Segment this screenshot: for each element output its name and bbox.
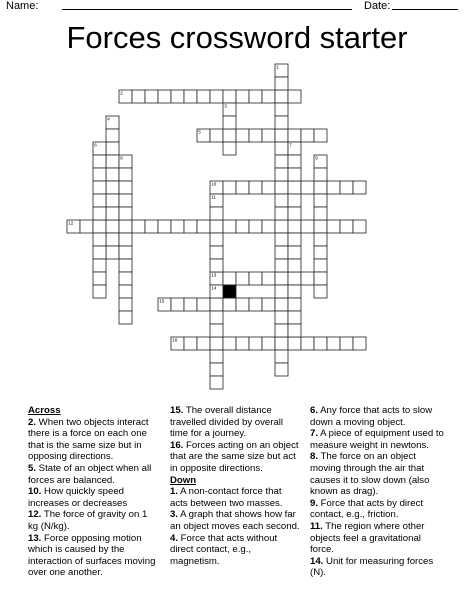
clue-number: 5. <box>28 462 37 474</box>
cell-number: 13 <box>211 272 217 278</box>
grid-cell[interactable] <box>314 129 327 142</box>
cell-number: 6 <box>94 142 97 148</box>
grid-cell[interactable] <box>262 181 275 194</box>
clue-16 <box>170 440 300 475</box>
grid-cell[interactable] <box>158 90 171 103</box>
grid-cell[interactable] <box>327 220 340 233</box>
date-field[interactable] <box>392 9 458 10</box>
clue-7 <box>310 428 446 451</box>
grid-cell[interactable] <box>119 181 132 194</box>
grid-cell[interactable] <box>197 298 210 311</box>
clue-number: 11. <box>310 520 323 532</box>
grid-cell[interactable] <box>275 246 288 259</box>
grid-cell[interactable] <box>210 207 223 220</box>
grid-cell[interactable] <box>223 90 236 103</box>
grid-cell[interactable] <box>288 337 301 350</box>
clue-text: Force that acts by direct contact, e.g., friction. <box>310 497 424 521</box>
grid-cell[interactable] <box>93 259 106 272</box>
clue-number: 13. <box>28 532 42 544</box>
grid-cell[interactable] <box>314 246 327 259</box>
grid-cell[interactable] <box>314 207 327 220</box>
grid-cell[interactable] <box>223 129 236 142</box>
clue-3 <box>170 509 300 532</box>
clue-number: 10. <box>28 486 42 498</box>
cell-number: 4 <box>107 116 110 122</box>
cell-number: 2 <box>120 90 123 96</box>
grid-cell[interactable] <box>223 298 236 311</box>
date-label: Date: <box>364 0 391 12</box>
grid-cell[interactable] <box>106 181 119 194</box>
grid-cell[interactable] <box>249 129 262 142</box>
grid-cell[interactable] <box>119 246 132 259</box>
grid-cell[interactable] <box>288 194 301 207</box>
grid-cell[interactable] <box>262 90 275 103</box>
grid-cell[interactable] <box>93 233 106 246</box>
clue-text: The force on an object moving through the air that causes it to slow down (also known as drag). <box>310 451 430 498</box>
grid-cell[interactable] <box>249 90 262 103</box>
grid-cell[interactable] <box>236 220 249 233</box>
grid-cell[interactable] <box>210 298 223 311</box>
grid-cell[interactable] <box>288 90 301 103</box>
grid-cell[interactable] <box>353 220 366 233</box>
grid-cell[interactable] <box>275 77 288 90</box>
clue-number: 1. <box>170 486 179 498</box>
grid-cell[interactable] <box>275 324 288 337</box>
down-heading: Down <box>170 474 197 486</box>
grid-cell[interactable] <box>93 207 106 220</box>
grid-cell[interactable] <box>106 246 119 259</box>
grid-cell[interactable] <box>145 220 158 233</box>
grid-cell[interactable] <box>275 285 288 298</box>
clue-5 <box>28 463 160 486</box>
clue-number: 8. <box>310 451 319 463</box>
grid-cell[interactable] <box>145 90 158 103</box>
cell-number: 16 <box>172 337 178 343</box>
clue-15 <box>170 405 300 440</box>
grid-cell[interactable] <box>288 246 301 259</box>
clue-text: Force that acts without direct contact, e.g., magnetism. <box>170 532 278 567</box>
grid-cell[interactable] <box>275 155 288 168</box>
cell-number: 7 <box>289 142 292 148</box>
grid-cell[interactable] <box>301 337 314 350</box>
grid-cell[interactable] <box>93 168 106 181</box>
grid-cell[interactable] <box>327 181 340 194</box>
clue-text: A non-contact force that acts between two masses. <box>170 486 283 509</box>
grid-cell[interactable] <box>119 298 132 311</box>
grid-cell[interactable] <box>197 90 210 103</box>
grid-cell[interactable] <box>93 181 106 194</box>
down-clue-list <box>170 486 300 567</box>
grid-cell[interactable] <box>249 337 262 350</box>
grid-cell[interactable] <box>119 233 132 246</box>
clue-text: Force opposing motion which is caused by the interaction of surfaces moving over one another. <box>28 532 156 579</box>
grid-cell[interactable] <box>93 155 106 168</box>
grid-cell[interactable] <box>210 363 223 376</box>
clues-column-1 <box>28 405 160 579</box>
clue-14 <box>310 556 446 579</box>
grid-cell[interactable] <box>236 181 249 194</box>
grid-cell[interactable] <box>210 376 223 389</box>
grid-cell[interactable] <box>210 350 223 363</box>
grid-cell[interactable] <box>275 350 288 363</box>
grid-cell[interactable] <box>236 337 249 350</box>
clue-9 <box>310 498 446 521</box>
grid-cell[interactable] <box>314 168 327 181</box>
grid-cell[interactable] <box>184 298 197 311</box>
grid-cell[interactable] <box>314 181 327 194</box>
grid-cell[interactable] <box>106 194 119 207</box>
grid-cell[interactable] <box>353 337 366 350</box>
grid-cell[interactable] <box>353 181 366 194</box>
grid-cell[interactable] <box>184 220 197 233</box>
grid-cell[interactable] <box>132 220 145 233</box>
grid-cell[interactable] <box>288 168 301 181</box>
grid-cell[interactable] <box>132 90 145 103</box>
across-clue-list <box>28 417 160 579</box>
grid-cell[interactable] <box>210 311 223 324</box>
grid-cell[interactable] <box>314 285 327 298</box>
grid-cell[interactable] <box>106 129 119 142</box>
name-label: Name: <box>6 0 39 12</box>
cell-number: 8 <box>120 155 123 161</box>
cell-number: 3 <box>224 103 227 109</box>
grid-cell[interactable] <box>210 337 223 350</box>
grid-cell[interactable] <box>301 129 314 142</box>
grid-cell[interactable] <box>119 259 132 272</box>
grid-cell[interactable] <box>236 129 249 142</box>
grid-cell[interactable] <box>119 168 132 181</box>
grid-cell[interactable] <box>262 272 275 285</box>
clue-text: State of an object when all forces are balanced. <box>28 462 152 486</box>
grid-cell[interactable] <box>80 220 93 233</box>
grid-cell[interactable] <box>340 181 353 194</box>
grid-cell[interactable] <box>288 311 301 324</box>
grid-cell[interactable] <box>184 90 197 103</box>
grid-cell[interactable] <box>210 233 223 246</box>
cell-number: 5 <box>198 129 201 135</box>
clues-column-2 <box>170 405 300 567</box>
grid-cell[interactable] <box>275 129 288 142</box>
clue-text: The force of gravity on 1 kg (N/kg). <box>28 509 148 532</box>
grid-cell[interactable] <box>119 220 132 233</box>
clue-number: 16. <box>170 439 184 451</box>
grid-cell[interactable] <box>197 337 210 350</box>
grid-cell[interactable] <box>171 298 184 311</box>
grid-cell[interactable] <box>93 285 106 298</box>
grid-cell[interactable] <box>119 207 132 220</box>
grid-cell[interactable] <box>275 207 288 220</box>
clue-number: 15. <box>170 405 184 416</box>
clue-text: The region where other objects feel a gravitational force. <box>310 520 425 556</box>
grid-cell[interactable] <box>275 181 288 194</box>
across-clue-list-cont <box>170 405 300 475</box>
grid-cell[interactable] <box>236 272 249 285</box>
grid-cell[interactable] <box>210 259 223 272</box>
grid-cell[interactable] <box>275 194 288 207</box>
grid-cell[interactable] <box>223 220 236 233</box>
grid-cell[interactable] <box>314 220 327 233</box>
grid-cell[interactable] <box>184 337 197 350</box>
clue-2 <box>28 417 160 463</box>
grid-cell[interactable] <box>119 285 132 298</box>
grid-cell[interactable] <box>275 233 288 246</box>
clue-11 <box>310 521 446 556</box>
clues-column-3 <box>310 405 446 579</box>
cell-number: 1 <box>276 64 279 70</box>
clue-text: How quickly speed increases or decreases <box>28 486 128 509</box>
clue-12 <box>28 509 160 532</box>
grid-cell[interactable] <box>262 129 275 142</box>
grid-cell[interactable] <box>288 298 301 311</box>
cell-number: 10 <box>211 181 217 187</box>
grid-cell[interactable] <box>275 142 288 155</box>
grid-cell[interactable] <box>210 220 223 233</box>
grid-cell[interactable] <box>275 363 288 376</box>
grid-cell[interactable] <box>340 337 353 350</box>
grid-cell[interactable] <box>262 220 275 233</box>
grid-cell[interactable] <box>249 220 262 233</box>
clue-13 <box>28 533 160 579</box>
clue-number: 9. <box>310 497 319 509</box>
grid-cell[interactable] <box>223 272 236 285</box>
grid-cell[interactable] <box>275 220 288 233</box>
grid-cell[interactable] <box>249 181 262 194</box>
clue-4 <box>170 533 300 568</box>
grid-cell[interactable] <box>288 324 301 337</box>
clue-text: Any force that acts to slow down a moving object. <box>310 405 433 428</box>
clue-number: 14. <box>310 555 324 567</box>
grid-cell[interactable] <box>93 220 106 233</box>
crossword-grid <box>0 60 474 400</box>
clue-6 <box>310 405 446 428</box>
grid-cell[interactable] <box>275 168 288 181</box>
grid-cell[interactable] <box>314 259 327 272</box>
grid-cell[interactable] <box>288 181 301 194</box>
clue-text: A graph that shows how far an object moves each second. <box>170 509 300 532</box>
grid-cell[interactable] <box>275 116 288 129</box>
grid-cell[interactable] <box>275 311 288 324</box>
grid-cell[interactable] <box>223 337 236 350</box>
grid-cell[interactable] <box>262 298 275 311</box>
grid-cell[interactable] <box>288 259 301 272</box>
grid-cell[interactable] <box>314 272 327 285</box>
down-clue-list-cont <box>310 405 446 579</box>
grid-cell[interactable] <box>288 129 301 142</box>
grid-cell[interactable] <box>93 194 106 207</box>
grid-cell[interactable] <box>288 220 301 233</box>
grid-cell[interactable] <box>314 194 327 207</box>
grid-cell[interactable] <box>262 337 275 350</box>
name-field[interactable] <box>62 9 352 10</box>
clue-text: The overall distance travelled divided by overall time for a journey. <box>170 405 284 440</box>
grid-cell[interactable] <box>249 272 262 285</box>
grid-cell[interactable] <box>288 272 301 285</box>
grid-cell[interactable] <box>301 181 314 194</box>
grid-cell[interactable] <box>288 155 301 168</box>
grid-cell[interactable] <box>314 337 327 350</box>
grid-cell[interactable] <box>171 90 184 103</box>
grid-cell[interactable] <box>210 246 223 259</box>
grid-cell[interactable] <box>106 155 119 168</box>
grid-cell[interactable] <box>275 337 288 350</box>
grid-cell[interactable] <box>275 90 288 103</box>
clue-number: 3. <box>170 509 179 521</box>
grid-cell[interactable] <box>171 220 184 233</box>
grid-cell[interactable] <box>301 220 314 233</box>
across-heading: Across <box>28 405 61 416</box>
clue-8 <box>310 451 446 497</box>
clue-1 <box>170 486 300 509</box>
grid-cell[interactable] <box>223 142 236 155</box>
grid-cell[interactable] <box>106 142 119 155</box>
clue-text: Unit for measuring forces (N). <box>310 555 434 579</box>
grid-cell[interactable] <box>210 90 223 103</box>
grid-cell[interactable] <box>119 311 132 324</box>
grid-cell[interactable] <box>210 129 223 142</box>
grid-block-cell <box>223 285 236 298</box>
cell-number: 15 <box>159 298 165 304</box>
grid-cell[interactable] <box>197 220 210 233</box>
grid-cell[interactable] <box>210 324 223 337</box>
grid-cell[interactable] <box>158 220 171 233</box>
grid-cell[interactable] <box>223 181 236 194</box>
crossword-grid-svg <box>0 60 474 400</box>
grid-cell[interactable] <box>275 298 288 311</box>
clue-text: When two objects interact there is a force on each one that is the same size but in opposing directions. <box>28 416 149 463</box>
clue-text: A piece of equipment used to measure weight in newtons. <box>310 428 444 451</box>
clue-number: 4. <box>170 532 179 544</box>
grid-cell[interactable] <box>249 298 262 311</box>
cell-number: 12 <box>68 220 74 226</box>
grid-cell[interactable] <box>301 272 314 285</box>
grid-cell[interactable] <box>236 90 249 103</box>
clue-text: Forces acting on an object that are the same size but act in opposite directions. <box>170 439 299 474</box>
grid-cell[interactable] <box>275 272 288 285</box>
clue-number: 2. <box>28 416 37 428</box>
clue-number: 7. <box>310 428 319 440</box>
cell-number: 11 <box>211 194 216 200</box>
grid-cell[interactable] <box>236 298 249 311</box>
grid-cell[interactable] <box>288 207 301 220</box>
grid-cell[interactable] <box>223 116 236 129</box>
grid-cell[interactable] <box>340 220 353 233</box>
grid-cell[interactable] <box>93 272 106 285</box>
grid-cell[interactable] <box>119 272 132 285</box>
grid-cell[interactable] <box>314 233 327 246</box>
grid-cell[interactable] <box>288 285 301 298</box>
grid-cell[interactable] <box>275 259 288 272</box>
page-title: Forces crossword starter <box>66 20 408 55</box>
grid-cell[interactable] <box>119 194 132 207</box>
grid-cell[interactable] <box>93 246 106 259</box>
grid-cell[interactable] <box>106 168 119 181</box>
grid-cell[interactable] <box>275 103 288 116</box>
clue-number: 6. <box>310 405 319 416</box>
grid-cell[interactable] <box>106 233 119 246</box>
clue-number: 12. <box>28 509 42 521</box>
cell-number: 9 <box>315 155 318 161</box>
clue-10 <box>28 486 160 509</box>
grid-cell[interactable] <box>288 233 301 246</box>
grid-cell[interactable] <box>106 220 119 233</box>
cell-number: 14 <box>211 285 217 291</box>
grid-cell[interactable] <box>106 207 119 220</box>
grid-cell[interactable] <box>327 337 340 350</box>
